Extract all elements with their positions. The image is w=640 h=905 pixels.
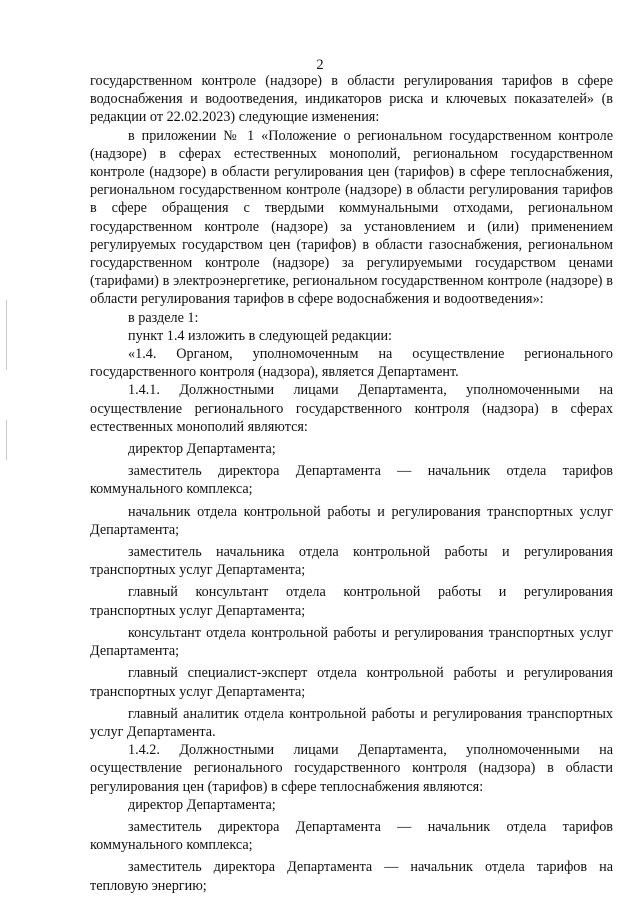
paragraph-clause-1-4-2: 1.4.2. Должностными лицами Департамента, уполномоченными на осуществление регионального государственного контроля (надзора) в области регулирования цен (тарифов) в сфере теплоснабжения являются:: [90, 742, 613, 795]
list-item-official: заместитель начальника отдела контрольной работы и регулирования транспортных услуг Департамента;: [90, 544, 613, 579]
list-item-official: директор Департамента;: [128, 796, 276, 813]
scan-edge-mark: [6, 420, 7, 460]
document-body: [90, 72, 613, 895]
paragraph-section-ref: в разделе 1:: [128, 309, 199, 326]
list-item-official: заместитель директора Департамента — начальник отдела тарифов на тепловую энергию;: [90, 859, 613, 894]
list-item-official: главный консультант отдела контрольной работы и регулирования транспортных услуг Департамента;: [90, 584, 613, 619]
paragraph-clause-1-4: «1.4. Органом, уполномоченным на осуществление регионального государственного контроля (надзора), является Департамент.: [90, 346, 613, 381]
list-item-official: консультант отдела контрольной работы и регулирования транспортных услуг Департамента;: [90, 624, 613, 660]
scan-edge-mark: [6, 300, 7, 370]
list-item-official: заместитель директора Департамента — начальник отдела тарифов коммунального комплекса;: [90, 818, 613, 854]
list-item-official: главный специалист-эксперт отдела контрольной работы и регулирования транспортных услуг Департамента;: [90, 665, 613, 700]
list-item-official: главный аналитик отдела контрольной работы и регулирования транспортных услуг Департамента.: [90, 705, 613, 740]
paragraph-continuation: государственном контроле (надзоре) в области регулирования тарифов в сфере водоснабжения и водоотведения, индикаторов риска и ключевых показателей» (в редакции от 22.02.2023) следующие изменения:: [90, 73, 613, 126]
paragraph-clause-ref: пункт 1.4 изложить в следующей редакции:: [128, 327, 392, 344]
list-item-official: начальник отдела контрольной работы и регулирования транспортных услуг Департамента;: [90, 503, 613, 538]
list-item-official: директор Департамента;: [128, 441, 276, 458]
paragraph-clause-1-4-1: 1.4.1. Должностными лицами Департамента, уполномоченными на осуществление регионального государственного контроля (надзора) в сферах естественных монополий являются:: [90, 382, 613, 435]
paragraph-appendix-intro: в приложении № 1 «Положение о региональном государственном контроле (надзоре) в сферах естественных монополий, региональном государственном контроле (надзоре) в области регулирования цен (тарифов) в сфере теплоснабжения, региональном государственном контроле (надзоре) в области регулирования тарифов в сфере обращения с твердыми коммунальными отходами, региональном государственном контроле (надзоре) за установлением и (или) применением регулируемых государством цен (тарифов) в области газоснабжения, региональном государственном контроле (надзоре) за регулируемыми государством ценами (тарифами) в электроэнергетике, региональном государственном контроле (надзоре) в области регулирования тарифов в сфере водоснабжения и водоотведения»:: [90, 127, 613, 308]
list-item-official: заместитель директора Департамента — начальник отдела тарифов коммунального комплекса;: [90, 463, 613, 498]
page-number: 2: [316, 57, 324, 73]
